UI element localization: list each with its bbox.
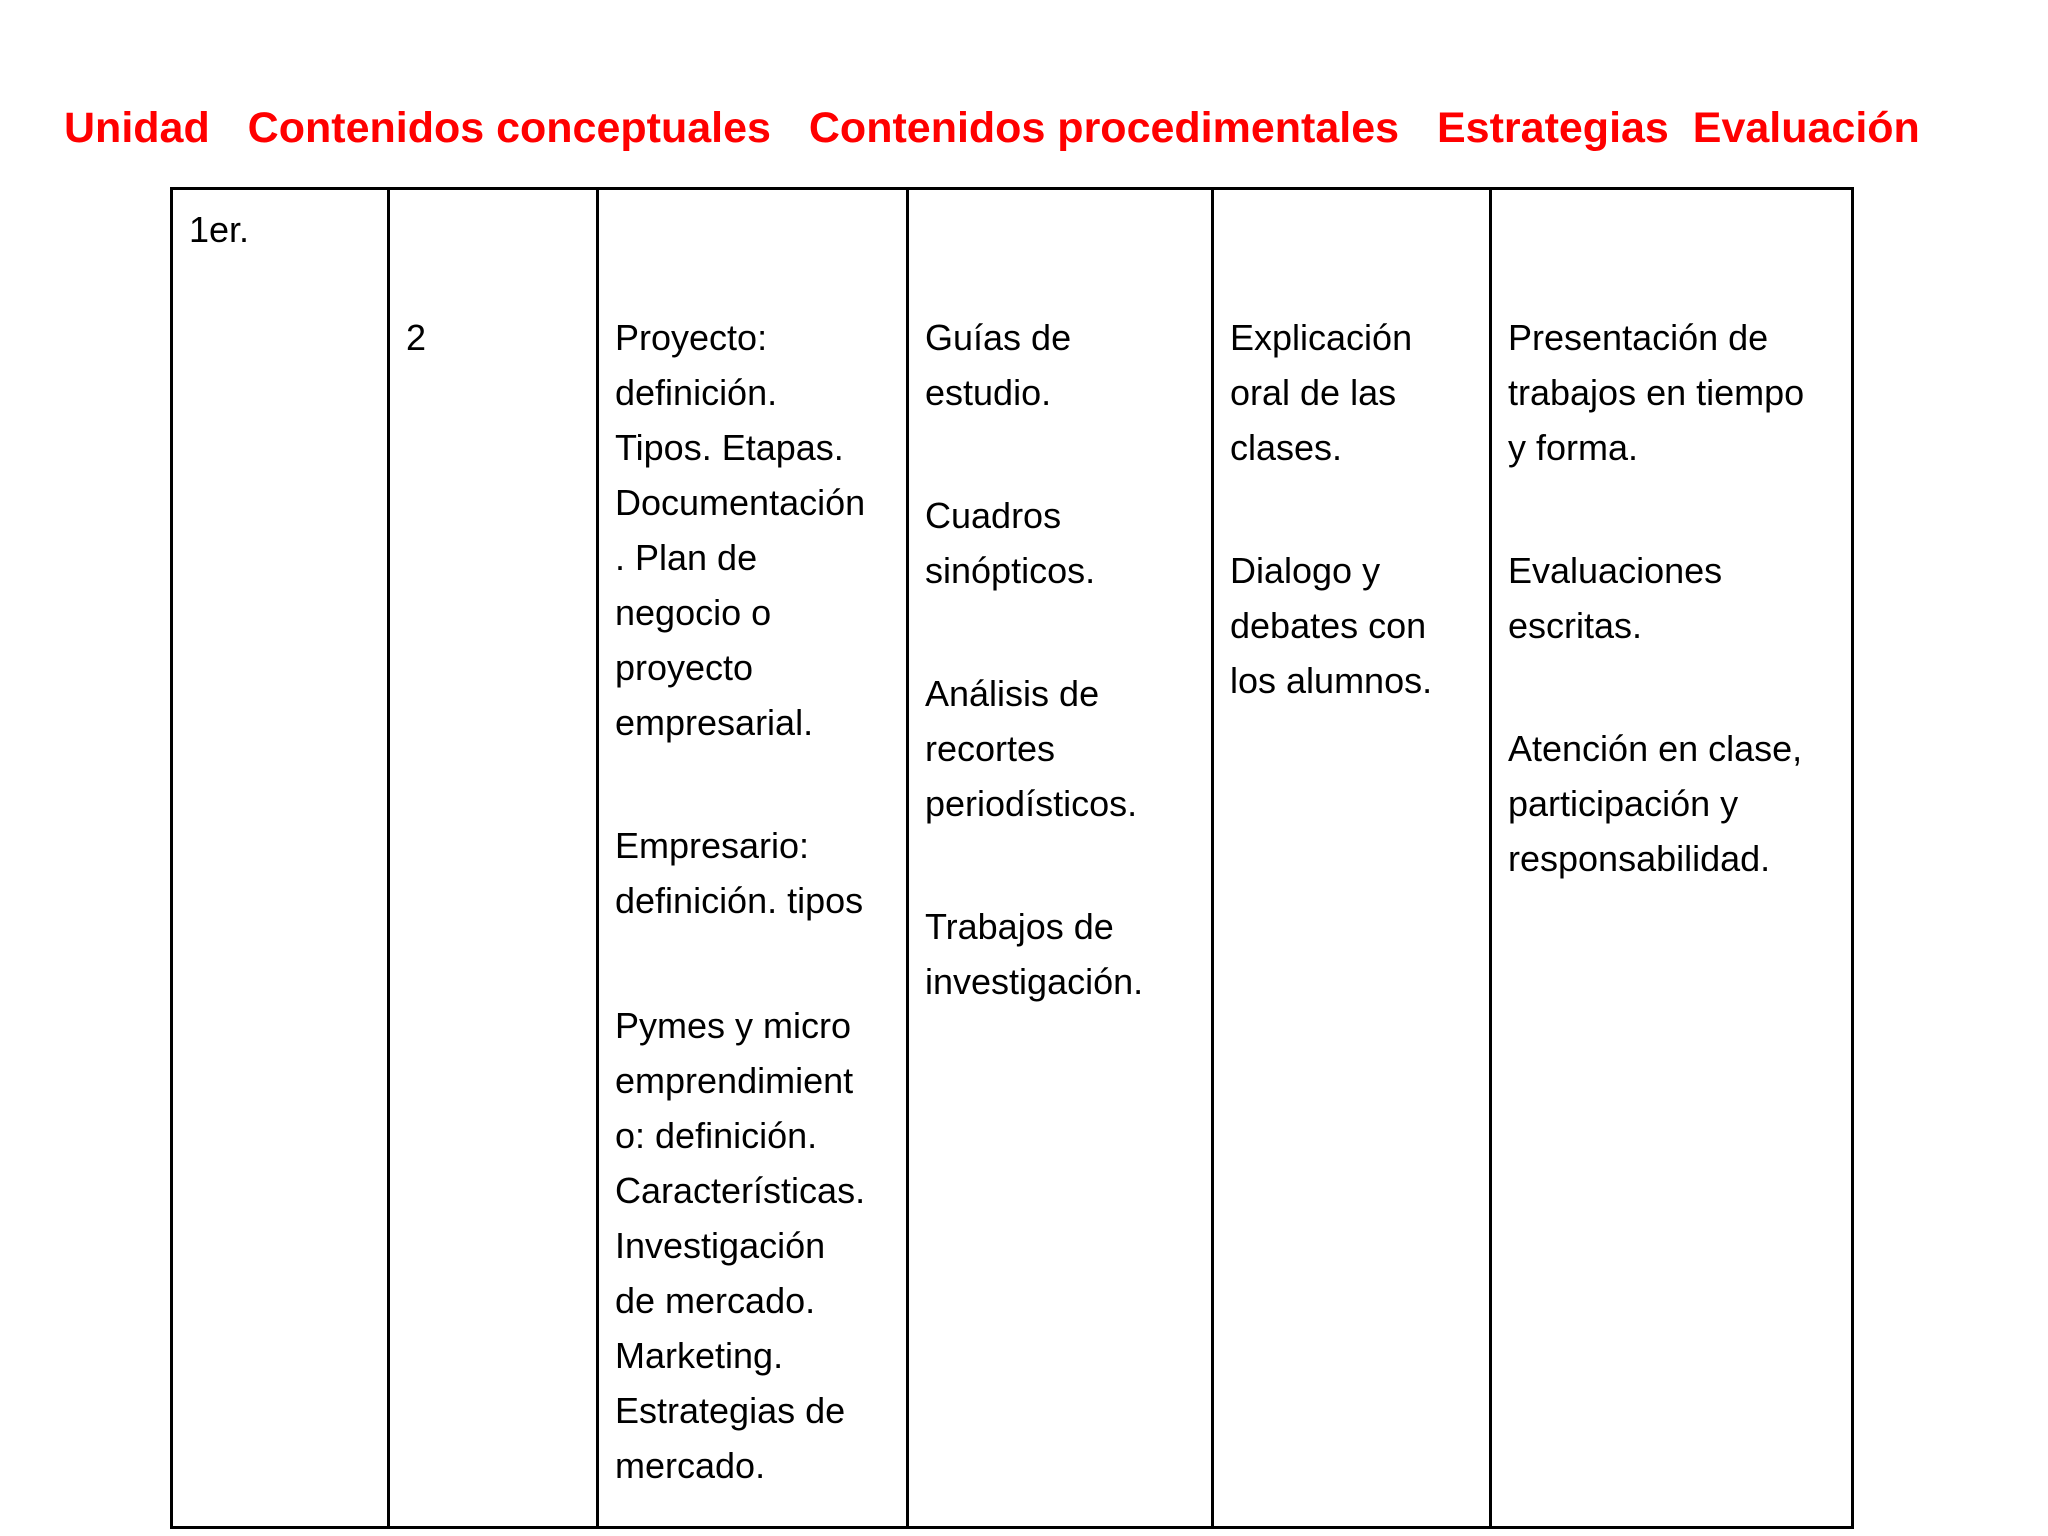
unit-value: 2 <box>406 317 427 358</box>
conceptual-block-proyecto: Proyecto: definición. Tipos. Etapas. Documentación . Plan de negocio o proyecto empresarial. <box>615 317 866 743</box>
conceptual-block-pymes: Pymes y micro emprendimient o: definición. Características. Investigación de mercado. Marketing. Estrategias de mercado. <box>615 1005 866 1486</box>
procedural-block-analisis: Análisis de recortes periodísticos. <box>925 673 1138 824</box>
header-evaluacion: Evaluación <box>1692 104 1920 152</box>
evaluation-block-presentacion: Presentación de trabajos en tiempo y forma. <box>1508 317 1805 468</box>
procedural-block-trabajos: Trabajos de investigación. <box>925 906 1144 1002</box>
conceptual-block-empresario: Empresario: definición. tipos <box>615 825 864 921</box>
table-row <box>172 189 1853 1528</box>
header-contenidos-conceptuales: Contenidos conceptuales <box>247 104 771 152</box>
header-estrategias: Estrategias <box>1437 104 1669 152</box>
period-cell <box>172 189 389 1528</box>
evaluation-block-evaluaciones: Evaluaciones escritas. <box>1508 550 1723 646</box>
strategies-block-explicacion: Explicación oral de las clases. <box>1230 317 1413 468</box>
procedural-cell <box>908 189 1213 1528</box>
evaluation-cell <box>1491 189 1853 1528</box>
unit-cell <box>389 189 598 1528</box>
header-contenidos-procedimentales: Contenidos procedimentales <box>808 104 1400 152</box>
header-unidad: Unidad <box>64 104 210 152</box>
strategies-cell <box>1213 189 1491 1528</box>
procedural-block-cuadros: Cuadros sinópticos. <box>925 495 1096 591</box>
procedural-block-guias: Guías de estudio. <box>925 317 1072 413</box>
strategies-block-dialogo: Dialogo y debates con los alumnos. <box>1230 550 1433 701</box>
period-value: 1er. <box>189 209 250 250</box>
table-header-titles <box>64 100 1984 156</box>
conceptual-cell <box>598 189 908 1528</box>
planning-table <box>170 187 1854 1529</box>
evaluation-block-atencion: Atención en clase, participación y responsabilidad. <box>1508 728 1803 879</box>
